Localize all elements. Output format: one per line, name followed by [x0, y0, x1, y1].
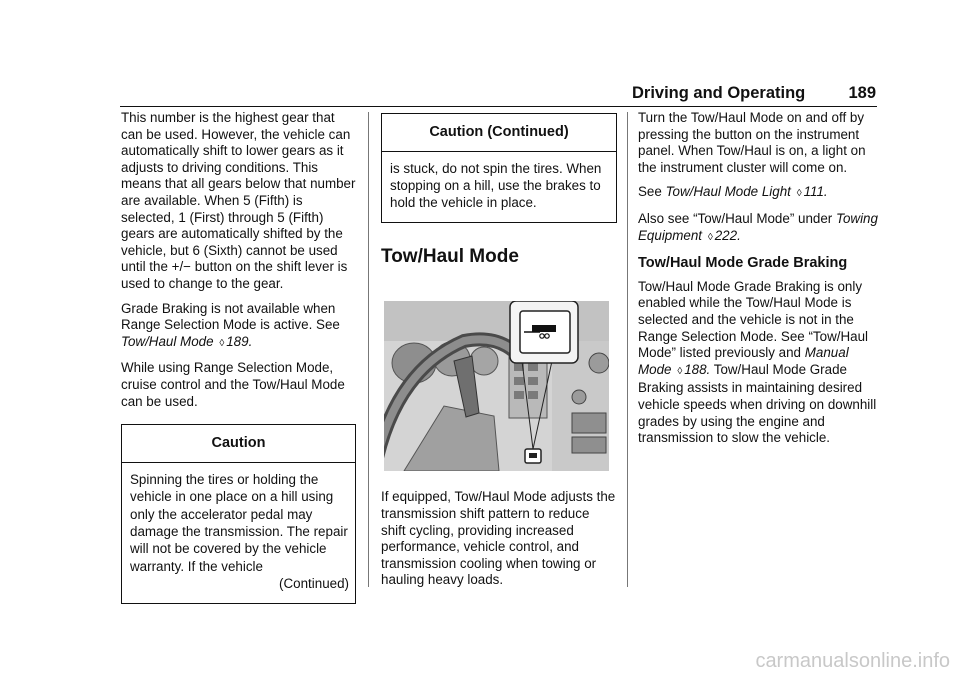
- paragraph-see-light: [638, 184, 878, 203]
- paragraph-tow-haul-intro: If equipped, Tow/Haul Mode adjusts the transmission shift pattern to reduce shift cycling, providing increased performance, vehicle control, and transmission cooling when towing or hauling heavy loads.: [381, 489, 616, 588]
- watermark: carmanualsonline.info: [755, 650, 950, 672]
- caution-body: [122, 463, 355, 603]
- section-title: Driving and Operating: [632, 84, 806, 102]
- caution-body: is stuck, do not spin the tires. When stopping on a hill, use the brakes to hold the vehicle in place.: [390, 160, 602, 211]
- paragraph-grade-braking: [121, 301, 356, 353]
- header-rule: [120, 106, 877, 107]
- cross-reference-link[interactable]: Towing Equipment ◊ 222.: [638, 210, 878, 243]
- paragraph-also-see: [638, 211, 878, 246]
- column-divider-1: [368, 112, 369, 587]
- cross-reference-link[interactable]: Tow/Haul Mode Light ◊ 111.: [665, 184, 828, 200]
- dashboard-illustration: [384, 301, 609, 471]
- paragraph-grade-braking-detail: [638, 279, 878, 447]
- page-reference-icon: ◊: [707, 231, 713, 243]
- subheading-grade-braking: Tow/Haul Mode Grade Braking: [638, 255, 848, 272]
- column-3: [638, 110, 878, 455]
- page-reference-icon: ◊: [796, 188, 802, 200]
- caution-title: Caution (Continued): [429, 124, 569, 140]
- column-2: [381, 110, 617, 597]
- reference-page[interactable]: 189: [226, 333, 249, 349]
- paragraph-text: See: [638, 184, 662, 200]
- page-reference-icon: ◊: [677, 365, 683, 377]
- cross-reference-link[interactable]: Tow/Haul Mode ◊ 189.: [121, 333, 253, 349]
- tow-haul-button-illustration: [384, 301, 609, 471]
- paragraph-text: Grade Braking is not available when Range Selection Mode is active. See: [121, 300, 340, 333]
- paragraph-tow-haul-button: Turn the Tow/Haul Mode on and off by pressing the button on the instrument panel. When Tow/Haul is on, a light on the instrument cluster will come on.: [638, 110, 866, 175]
- paragraph-gear-range: This number is the highest gear that can be used. However, the vehicle can automatically shift to lower gears as it adjusts to driving conditions. This means that all gears below that number are available. When 5 (Fifth) is selected, 1 (First) through 5 (Fifth) gears are automatically shifted by the vehicle, but 6 (Sixth) cannot be used until the +/− button on the shift lever is used to change to the gear.: [121, 110, 356, 291]
- caution-box-continued: [381, 113, 617, 223]
- page-number: 189: [848, 84, 876, 102]
- page-reference-icon: ◊: [219, 337, 225, 349]
- reference-page[interactable]: 111: [803, 184, 824, 200]
- reference-title[interactable]: Tow/Haul Mode Light: [665, 184, 791, 200]
- column-divider-2: [627, 112, 628, 587]
- cross-reference-link[interactable]: Manual Mode ◊ 188.: [638, 345, 849, 377]
- caution-title: Caution: [211, 435, 266, 452]
- reference-title[interactable]: Towing Equipment: [638, 210, 878, 243]
- reference-page[interactable]: 188: [684, 361, 707, 377]
- page-header: [632, 82, 876, 106]
- paragraph-range-selection: While using Range Selection Mode, cruise control and the Tow/Haul Mode can be used.: [121, 360, 345, 409]
- reference-page[interactable]: 222: [714, 227, 738, 243]
- reference-title[interactable]: Tow/Haul Mode: [121, 333, 214, 349]
- paragraph-text: Also see “Tow/Haul Mode” under: [638, 210, 833, 226]
- caution-continued: (Continued): [279, 576, 349, 592]
- paragraph-text: Tow/Haul Mode Grade Braking assists in maintaining desired vehicle speeds when driving on downhill grades by using the engine and transmission to slow the vehicle.: [638, 361, 877, 446]
- section-heading-tow-haul: Tow/Haul Mode: [381, 245, 519, 267]
- paragraph-text: Tow/Haul Mode Grade Braking is only enabled while the Tow/Haul Mode is selected and the vehicle is not in the Range Selection Mode. See “Tow/Haul Mode” listed previously and: [638, 278, 869, 361]
- column-1: [121, 110, 356, 604]
- caution-box: [121, 424, 356, 603]
- caution-text: Spinning the tires or holding the vehicle in one place on a hill using only the accelerator pedal may damage the transmission. The repair will not be covered by the vehicle warranty. If the vehicle: [130, 471, 348, 574]
- reference-title[interactable]: Manual Mode: [638, 345, 849, 377]
